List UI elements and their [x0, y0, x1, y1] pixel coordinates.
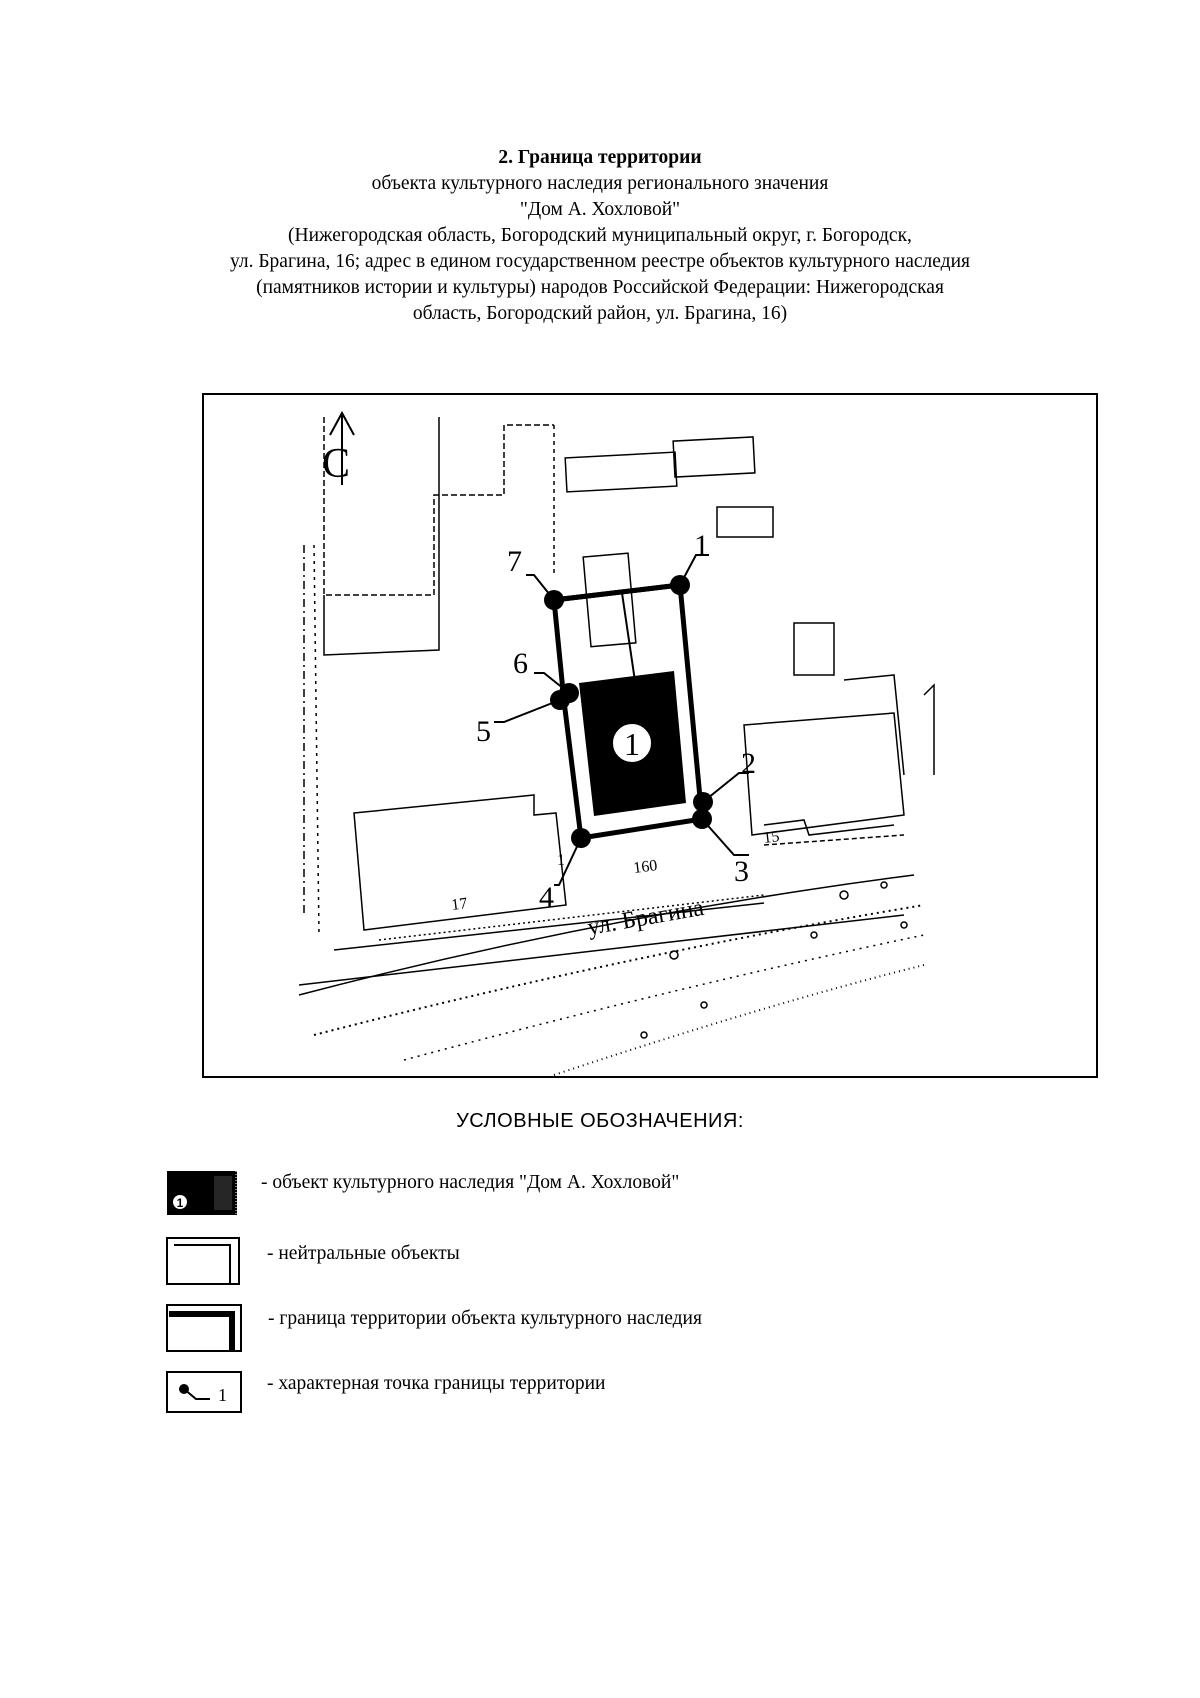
point-label-6: 6	[513, 647, 528, 680]
north-arrow	[322, 413, 354, 487]
legend-item-boundary	[166, 1304, 1066, 1354]
annotation-15: 15	[762, 828, 781, 847]
legend-text-heritage: - объект культурного наследия "Дом А. Хохловой"	[261, 1172, 680, 1193]
street-label: ул. Брагина	[585, 894, 706, 941]
header-line-2: "Дом А. Хохловой"	[519, 199, 681, 220]
legend-item-point	[166, 1371, 1066, 1421]
header-line-3: (Нижегородская область, Богородский муниципальный округ, г. Богородск,	[288, 225, 912, 246]
neutral-object-icon	[166, 1237, 242, 1287]
boundary-line-icon	[166, 1304, 244, 1354]
point-icon-number: 1	[218, 1385, 227, 1405]
boundary-point-icon	[166, 1371, 244, 1415]
point-label-2: 2	[741, 747, 756, 780]
point-label-5: 5	[476, 715, 491, 748]
legend-text-boundary: - граница территории объекта культурного наследия	[268, 1308, 702, 1329]
document-header	[150, 145, 1050, 327]
legend-text-point: - характерная точка границы территории	[267, 1373, 606, 1394]
annotation-17: 17	[450, 895, 469, 914]
point-label-1: 1	[694, 529, 709, 562]
legend-text-neutral: - нейтральные объекты	[267, 1243, 460, 1264]
legend-item-neutral	[166, 1237, 1066, 1287]
annotation-1: 1	[557, 852, 565, 869]
legend-title: УСЛОВНЫЕ ОБОЗНАЧЕНИЯ:	[456, 1110, 744, 1132]
object-number: 1	[624, 726, 640, 762]
survey-annotations	[450, 828, 780, 914]
document-title: 2. Граница территории	[498, 147, 702, 168]
site-plan-map	[202, 393, 1098, 1078]
point-label-4: 4	[539, 881, 554, 914]
header-line-6: область, Богородский район, ул. Брагина, 16)	[412, 303, 788, 324]
north-label: С	[322, 441, 351, 487]
street-edge	[299, 875, 924, 1075]
header-line-4: ул. Брагина, 16; адрес в едином государственном реестре объектов культурного наследия	[229, 251, 971, 272]
header-line-5: (памятников истории и культуры) народов Российской Федерации: Нижегородская	[256, 277, 944, 298]
annotation-160: 160	[632, 857, 659, 877]
heritage-icon-number: 1	[176, 1196, 184, 1210]
point-label-3: 3	[734, 855, 749, 888]
legend-item-heritage	[166, 1170, 1066, 1220]
header-line-1: объекта культурного наследия регионального значения	[371, 173, 829, 194]
point-label-7: 7	[507, 545, 522, 578]
heritage-object	[579, 671, 686, 816]
heritage-object-icon	[166, 1170, 238, 1216]
